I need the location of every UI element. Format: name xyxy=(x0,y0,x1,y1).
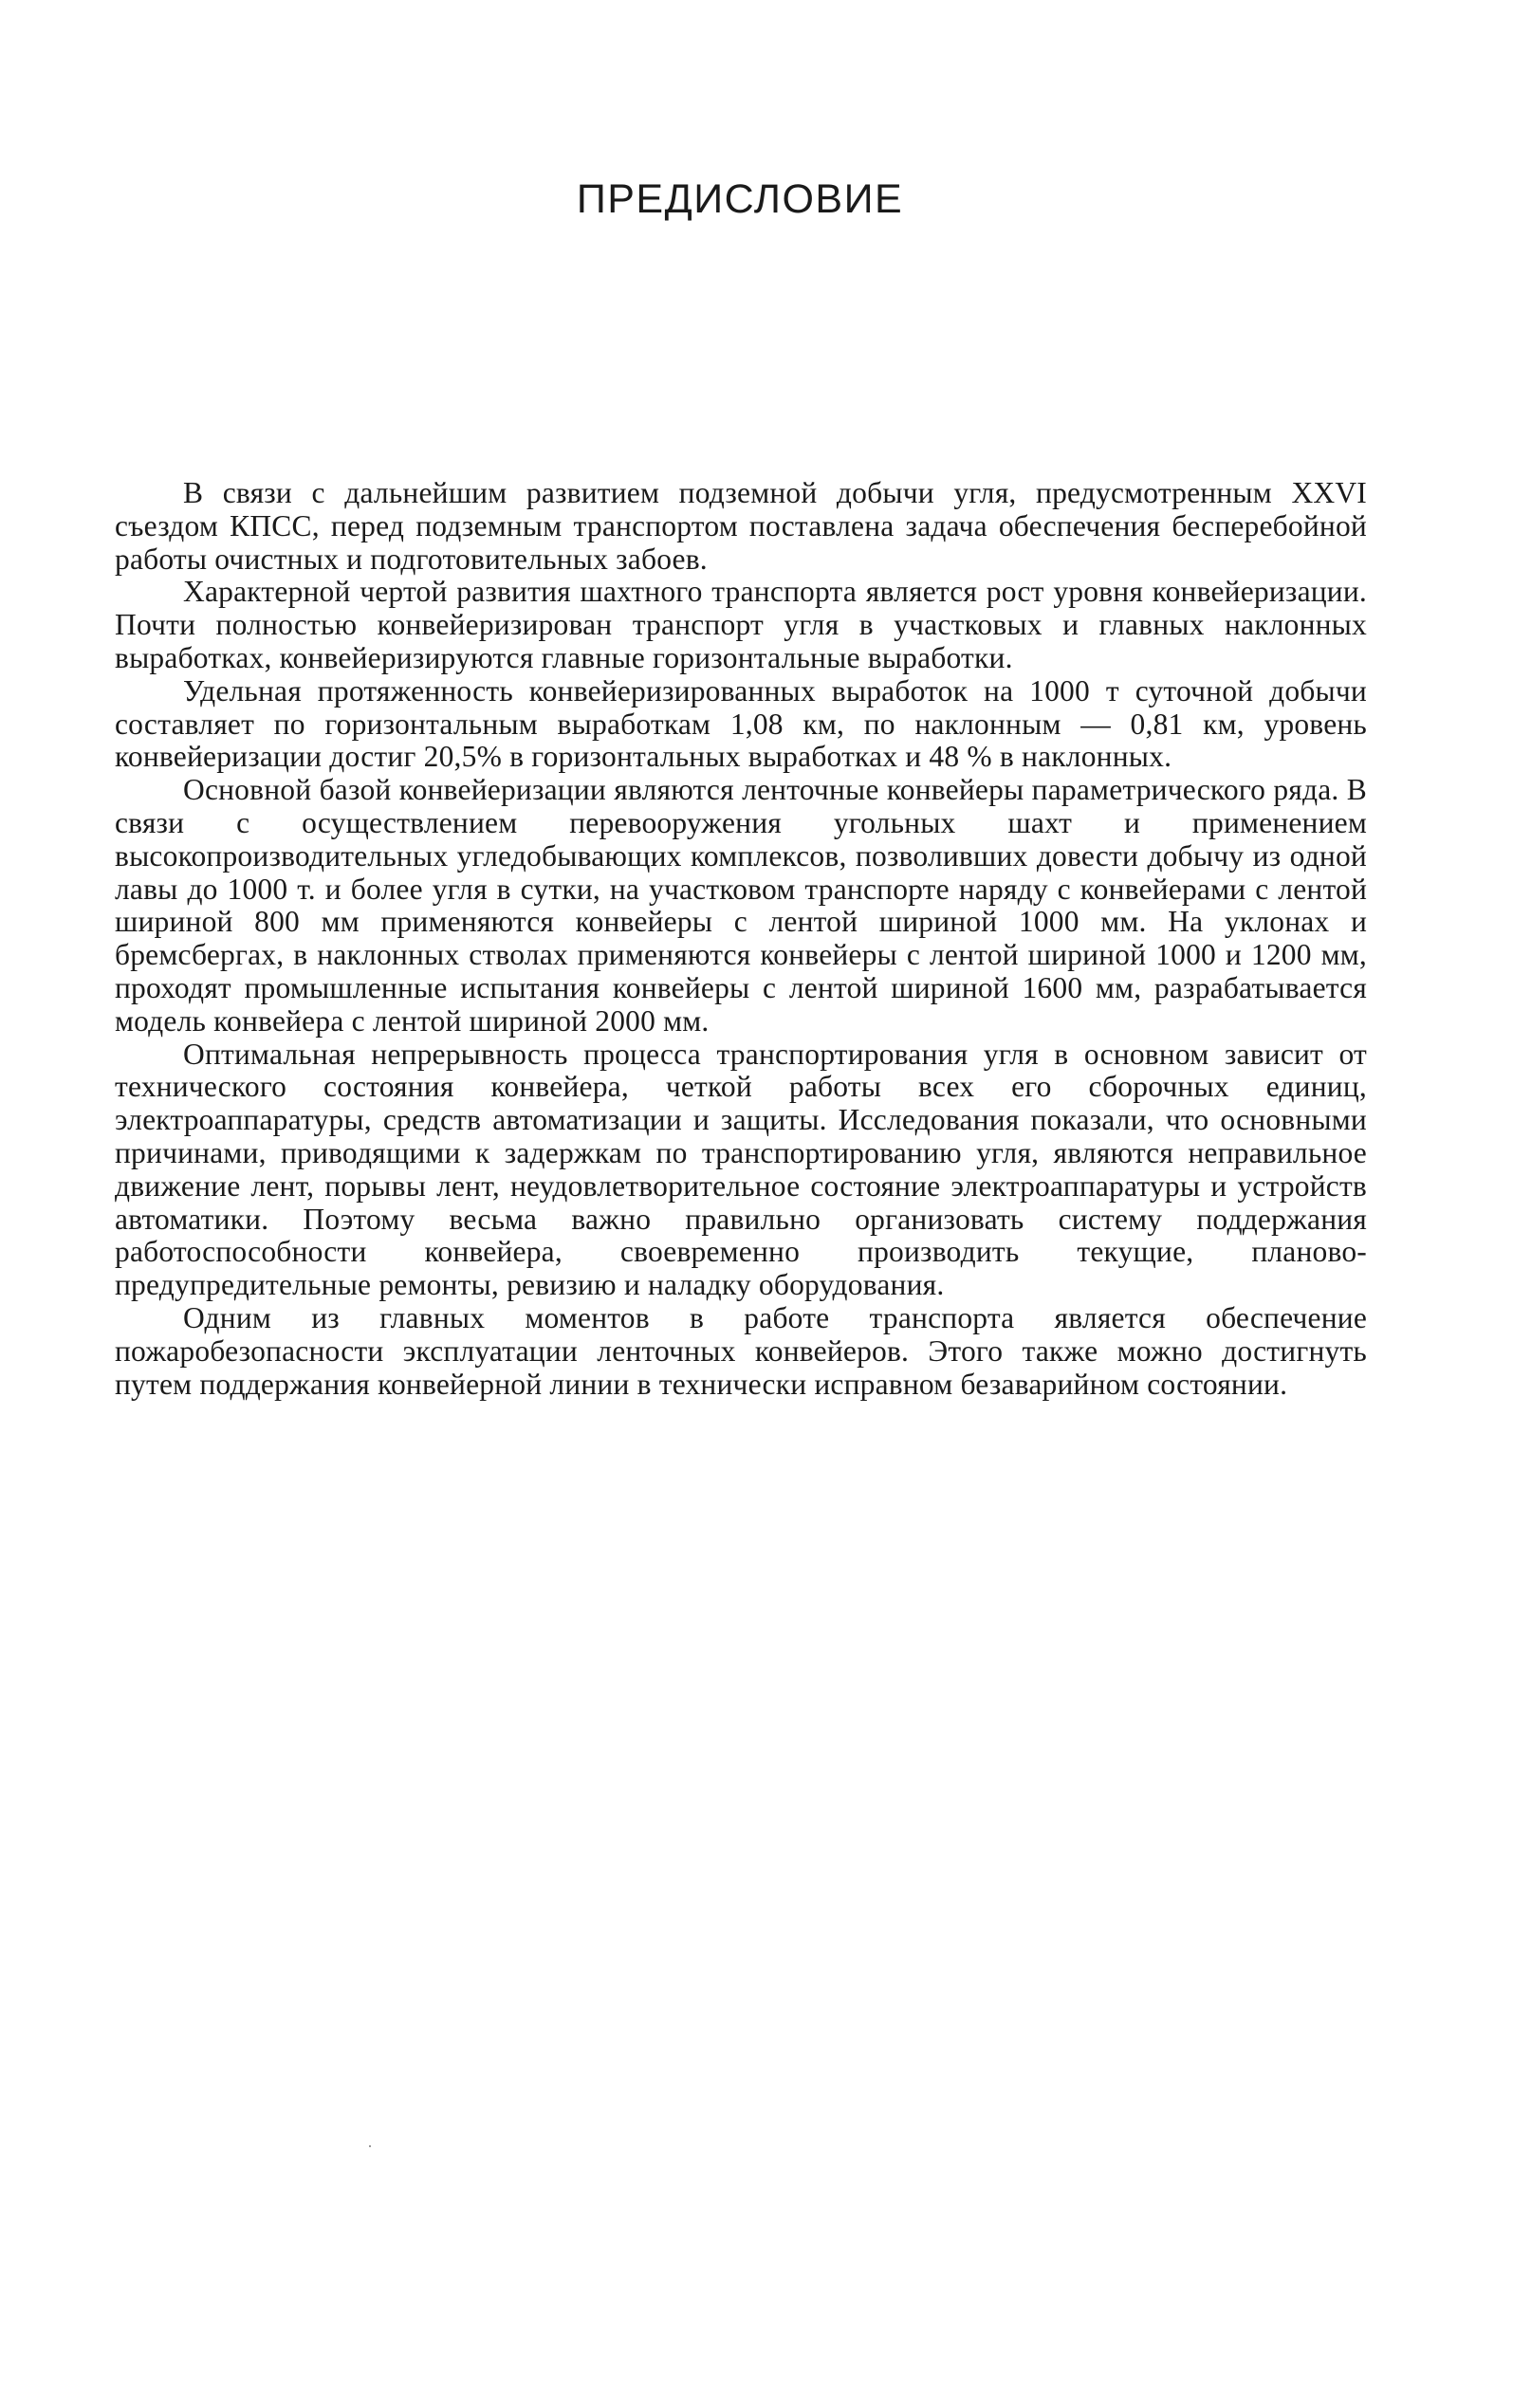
scan-speck xyxy=(369,2145,371,2147)
paragraph-6: Одним из главных моментов в работе транспорта является обеспечение пожаробезопасности эксплуатации ленточных конвейеров. Этого также можно достигнуть путем поддержания конвейерной линии в технически исправном безаварийном состоянии. xyxy=(115,1300,1367,1401)
paragraph-3: Удельная протяженность конвейеризированных выработок на 1000 т суточной добычи составляет по горизонтальным выработкам 1,08 км, по наклонным — 0,81 км, уровень конвейеризации достиг 20,5% в горизонтальных выработках и 48 % в наклонных. xyxy=(115,673,1367,774)
paragraph-1: В связи с дальнейшим развитием подземной добычи угля, предусмотренным XXVI съездом КПСС, перед подземным транспортом поставлена задача обеспечения бесперебойной работы очистных и подготовительных забоев. xyxy=(115,476,1367,576)
paragraph-4: Основной базой конвейеризации являются ленточные конвейеры параметрического ряда. В связи с осуществлением перевооружения угольных шахт и применением высокопроизводительных угледобывающих комплексов, позволивших довести добычу из одной лавы до 1000 т. и более угля в сутки, на участковом транспорте наряду с конвейерами с лентой шириной 800 мм применяются конвейеры с лентой шириной 1000 мм. На уклонах и бремсбергах, в наклонных стволах применяются конвейеры с лентой шириной 1000 и 1200 мм, проходят промышленные испытания конвейеры с лентой шириной 1600 мм, разрабатывается модель конвейера с лентой шириной 2000 мм. xyxy=(115,773,1367,1038)
paragraph-5: Оптимальная непрерывность процесса транспортирования угля в основном зависит от технического состояния конвейера, четкой работы всех его сборочных единиц, электроаппаратуры, средств автоматизации и защиты. Исследования показали, что основными причинами, приводящими к задержкам по транспортированию угля, являются неправильное движение лент, порывы лент, неудовлетворительное состояние электроаппаратуры и устройств автоматики. Поэтому весьма важно правильно организовать систему поддержания работоспособности конвейера, своевременно производить текущие, планово-предупредительные ремонты, ревизию и наладку оборудования. xyxy=(115,1037,1367,1302)
page-title: ПРЕДИСЛОВИЕ xyxy=(576,176,904,222)
paragraph-2: Характерной чертой развития шахтного транспорта является рост уровня конвейеризации. Почти полностью конвейеризирован транспорт угля в участковых и главных наклонных выработках, конвейеризируются главные горизонтальные выработки. xyxy=(115,575,1367,674)
preface-body xyxy=(115,477,1367,1401)
